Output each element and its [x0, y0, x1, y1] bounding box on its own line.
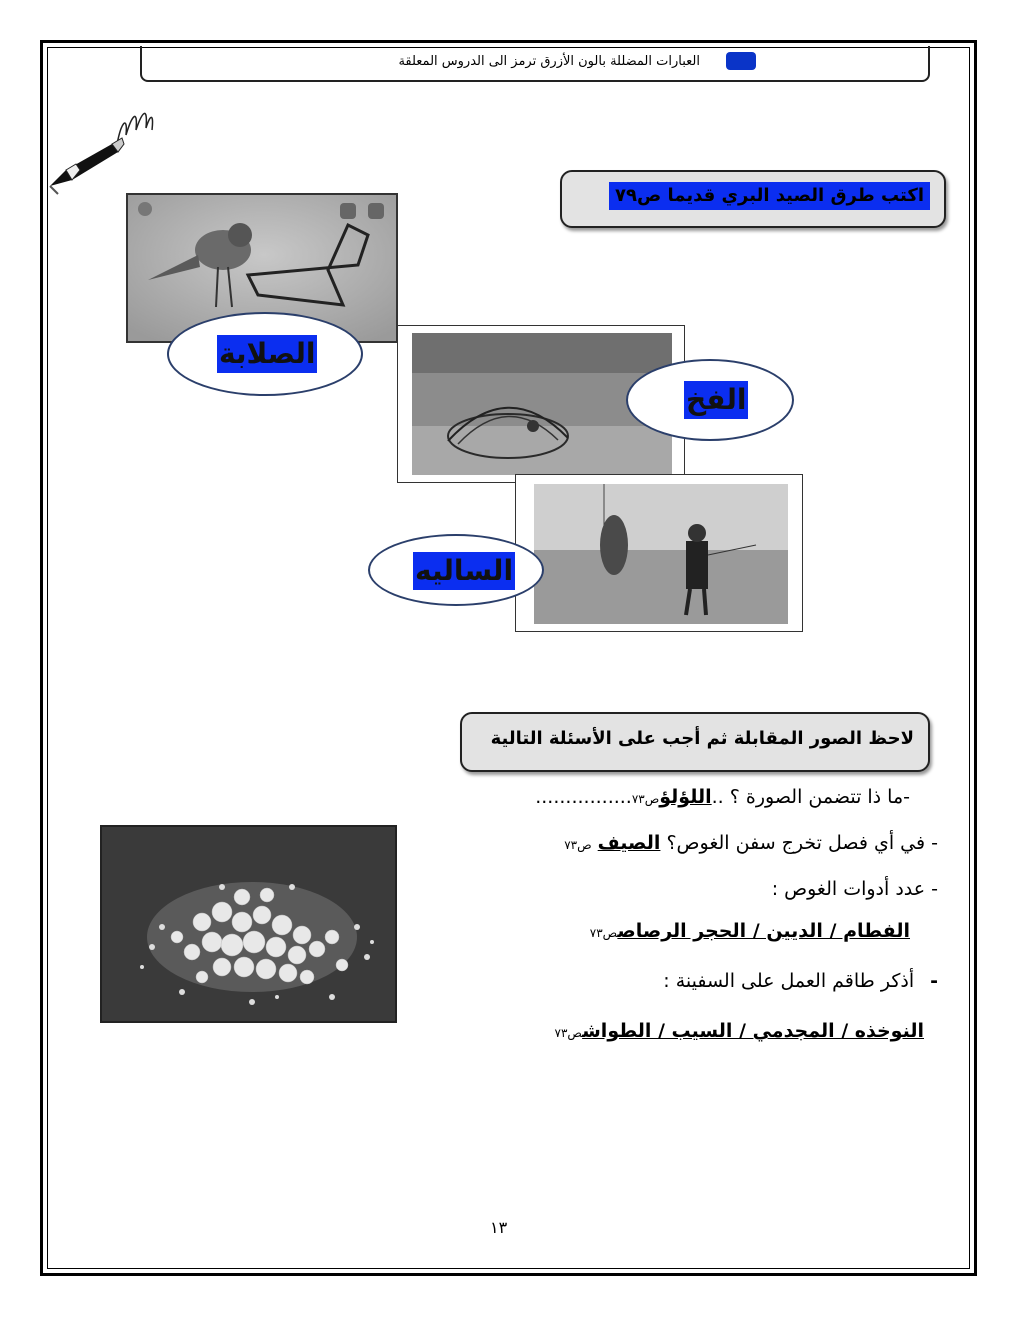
section2-title: لاحظ الصور المقابلة ثم أجب على الأسئلة التالية	[490, 728, 914, 749]
answer-3-line	[590, 920, 910, 942]
question-2-prefix: - في أي فصل تخرج سفن الغوص؟	[660, 832, 938, 854]
question-2	[564, 832, 938, 854]
pearls-photo	[100, 825, 397, 1023]
question-4-bullet: -	[930, 970, 938, 992]
question-1-answer: اللؤلؤ	[659, 786, 712, 808]
salaba-label: الصلابة	[217, 335, 317, 373]
question-1-ref: ص٧٣	[631, 792, 660, 806]
question-3-answer: الفطام / الديين / الحجر الرصاص	[617, 920, 910, 942]
legend-color-swatch	[726, 52, 756, 70]
fakh-label-oval	[626, 359, 794, 441]
section1-title: اكتب طرق الصيد البري قديما ص٧٩	[609, 182, 930, 210]
salaba-label-oval	[167, 312, 363, 396]
question-2-ref: ص٧٣	[564, 838, 592, 852]
question-1-prefix: -ما ذا تتضمن الصورة ؟ ..	[711, 786, 910, 808]
question-4-ref: ص٧٣	[554, 1026, 583, 1040]
question-3-prefix: - عدد أدوات الغوص :	[771, 878, 938, 900]
question-4-prefix: أذكر طاقم العمل على السفينة :	[663, 970, 915, 992]
question-3-ref: ص٧٣	[589, 926, 618, 940]
question-1-dots: ................	[535, 786, 632, 808]
net-hunting-photo	[515, 474, 803, 632]
question-2-answer: الصيف	[597, 832, 661, 854]
question-4	[663, 970, 938, 992]
saliya-label: الساليه	[413, 552, 515, 590]
question-1	[535, 786, 910, 808]
section1-title-box	[560, 170, 946, 228]
legend-header	[140, 46, 930, 82]
page-number: ١٣	[490, 1218, 508, 1237]
pearls-image	[102, 827, 397, 1023]
section2-title-box	[460, 712, 930, 772]
answer-4-line	[555, 1020, 924, 1042]
legend-text: العبارات المضللة بالون الأزرق ترمز الى الدروس المعلقة	[398, 54, 700, 69]
saliya-label-oval	[368, 534, 544, 606]
fakh-label: الفخ	[684, 381, 748, 419]
question-4-answer: النوخذه / المجدمي / السيب / الطواش	[582, 1020, 924, 1042]
net-hunting-image	[516, 475, 803, 632]
question-3	[772, 878, 938, 900]
fountain-pen-icon	[46, 100, 158, 196]
